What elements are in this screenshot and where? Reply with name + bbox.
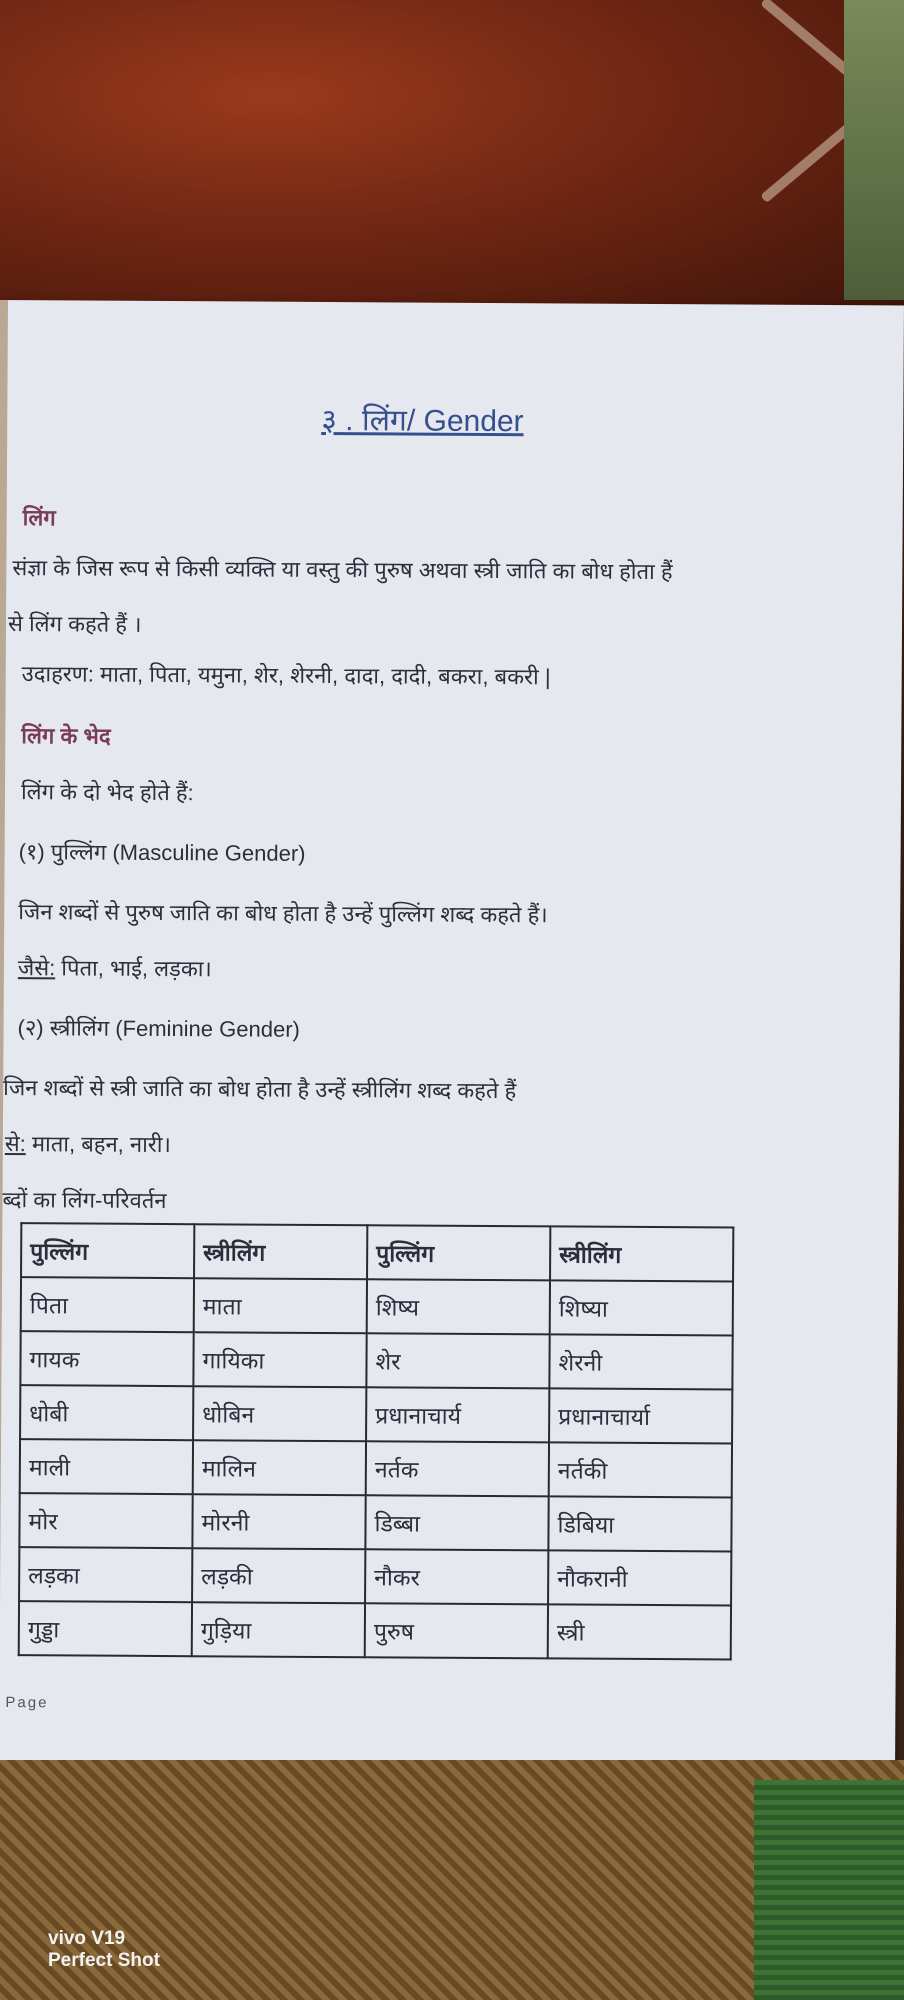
background-fabric-top <box>0 0 904 320</box>
table-row <box>19 1493 731 1551</box>
table-cell: शेर <box>366 1333 549 1388</box>
table-cell: प्रधानाचार्य <box>366 1387 549 1442</box>
header-masculine-1: पुल्लिंग <box>21 1223 194 1278</box>
table-cell: गायिका <box>193 1332 366 1387</box>
notebook-page <box>0 300 904 1765</box>
masculine-example-text: पिता, भाई, लड़का। <box>55 955 212 982</box>
table-cell: शेरनी <box>549 1334 732 1389</box>
camera-watermark <box>48 1928 160 1972</box>
table-row <box>20 1331 732 1389</box>
heading-bhed: लिंग के भेद <box>21 723 111 749</box>
table-row <box>20 1439 732 1497</box>
table-cell: पिता <box>21 1277 194 1332</box>
watermark-line-2: Perfect Shot <box>48 1950 160 1971</box>
masculine-example-label: जैसे: <box>17 955 56 981</box>
table-cell: शिष्य <box>367 1279 550 1334</box>
table-cell: डिबिया <box>548 1496 731 1551</box>
definition-line-2: से लिंग कहते हैं । <box>7 611 142 637</box>
feminine-example <box>5 1128 171 1159</box>
masculine-example <box>18 952 212 983</box>
table-cell: नौकर <box>365 1549 548 1604</box>
table-cell: स्त्री <box>548 1604 731 1659</box>
definition-line-1: संज्ञा के जिस रूप से किसी व्यक्ति या वस्तु की पुरुष अथवा स्त्री जाति का बोध होता हैं <box>12 555 673 585</box>
table-row <box>19 1547 731 1605</box>
table-cell: नर्तकी <box>549 1442 732 1497</box>
table-cell: मोरनी <box>192 1494 365 1549</box>
table-caption: ब्दों का लिंग-परिवर्तन <box>2 1187 167 1214</box>
table-cell: धोबिन <box>193 1386 366 1441</box>
page-title: ३ . लिंग/ Gender <box>321 403 524 439</box>
table-cell: गायक <box>20 1331 193 1386</box>
bhed-intro: लिंग के दो भेद होते हैं: <box>20 779 194 806</box>
header-feminine-1: स्त्रीलिंग <box>194 1224 367 1279</box>
feminine-definition: जिन शब्दों से स्त्री जाति का बोध होता है उन्हें स्त्रीलिंग शब्द कहते हैं <box>3 1075 517 1104</box>
header-masculine-2: पुल्लिंग <box>367 1225 550 1280</box>
table-cell: धोबी <box>20 1385 193 1440</box>
table-header-row <box>21 1223 733 1281</box>
table-row <box>20 1385 732 1443</box>
fabric-green-patch <box>754 1780 904 2000</box>
gender-table <box>18 1222 735 1660</box>
example-line: उदाहरण: माता, पिता, यमुना, शेर, शेरनी, दादा, दादी, बकरा, बकरी | <box>21 661 551 690</box>
table-cell: लड़का <box>19 1547 192 1602</box>
table-row <box>19 1601 731 1659</box>
feminine-example-text: माता, बहन, नारी। <box>25 1131 171 1158</box>
heading-ling: लिंग <box>22 505 56 531</box>
table-cell: माता <box>194 1278 367 1333</box>
header-feminine-2: स्त्रीलिंग <box>550 1226 733 1281</box>
table-cell: गुड़िया <box>192 1602 365 1657</box>
masculine-definition: जिन शब्दों से पुरुष जाति का बोध होता है उन्हें पुल्लिंग शब्द कहते हैं। <box>18 899 548 928</box>
table-cell: गुड्डा <box>19 1601 192 1656</box>
page-edge <box>0 300 8 1760</box>
table-cell: पुरुष <box>365 1603 548 1658</box>
table-cell: मोर <box>19 1493 192 1548</box>
table-cell: माली <box>20 1439 193 1494</box>
page-number-label: Page <box>5 1694 49 1712</box>
feminine-example-label: से: <box>4 1131 26 1157</box>
table-cell: नर्तक <box>366 1441 549 1496</box>
masculine-title: (१) पुल्लिंग (Masculine Gender) <box>18 839 306 866</box>
table-cell: डिब्बा <box>365 1495 548 1550</box>
table-cell: मालिन <box>193 1440 366 1495</box>
table-cell: शिष्या <box>550 1280 733 1335</box>
fabric-green-edge <box>844 0 904 300</box>
table-row <box>21 1277 733 1335</box>
table-cell: प्रधानाचार्या <box>549 1388 732 1443</box>
watermark-line-1: vivo V19 <box>48 1928 126 1949</box>
table-cell: नौकरानी <box>548 1550 731 1605</box>
feminine-title: (२) स्त्रीलिंग (Feminine Gender) <box>17 1015 300 1042</box>
table-cell: लड़की <box>192 1548 365 1603</box>
